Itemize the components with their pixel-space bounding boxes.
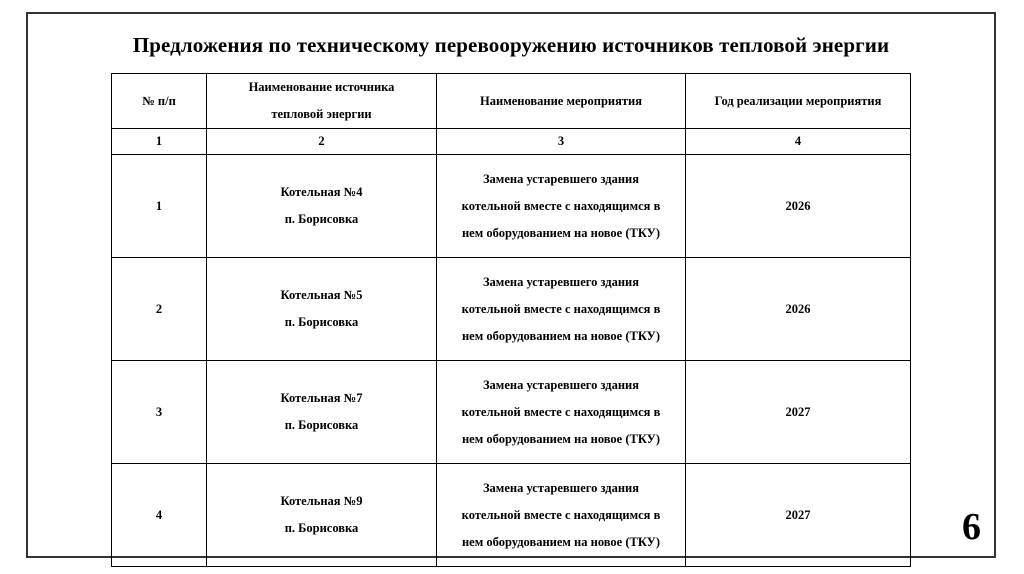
- measure-cell: [437, 155, 686, 258]
- measure-line: котельной вместе с находящимся в: [461, 507, 661, 522]
- table-row: [112, 258, 911, 361]
- source-cell: [207, 155, 437, 258]
- header-year-label: Год реализации мероприятия: [714, 93, 882, 108]
- source-location: п. Борисовка: [284, 418, 359, 432]
- table-row: [112, 464, 911, 567]
- measure-cell: [437, 361, 686, 464]
- row-number: 2: [112, 258, 207, 361]
- source-name: Котельная №9: [280, 494, 363, 508]
- year-cell: 2026: [686, 258, 911, 361]
- source-cell: [207, 464, 437, 567]
- year-cell: 2026: [686, 155, 911, 258]
- source-name: Котельная №7: [280, 391, 363, 405]
- source-location: п. Борисовка: [284, 315, 359, 329]
- table-row: [112, 155, 911, 258]
- measure-cell: [437, 258, 686, 361]
- measure-line: Замена устаревшего здания: [482, 377, 640, 392]
- measure-line: нем оборудованием на новое (ТКУ): [461, 431, 661, 446]
- page-number: 6: [962, 506, 981, 548]
- year-cell: 2027: [686, 361, 911, 464]
- header-source-line-2: тепловой энергии: [271, 107, 372, 121]
- source-location: п. Борисовка: [284, 212, 359, 226]
- measure-line: Замена устаревшего здания: [482, 480, 640, 495]
- measure-line: котельной вместе с находящимся в: [461, 404, 661, 419]
- source-cell: [207, 258, 437, 361]
- column-number: 1: [112, 129, 207, 155]
- year-cell: 2027: [686, 464, 911, 567]
- header-year: [686, 74, 911, 129]
- slide-title: Предложения по техническому перевооружению источников тепловой энергии: [132, 33, 890, 57]
- row-number: 1: [112, 155, 207, 258]
- header-source-line-1: Наименование источника: [248, 80, 395, 94]
- column-number-row: [112, 129, 911, 155]
- source-cell: [207, 361, 437, 464]
- source-name: Котельная №5: [280, 288, 363, 302]
- measure-line: котельной вместе с находящимся в: [461, 198, 661, 213]
- source-name: Котельная №4: [280, 185, 363, 199]
- measure-line: Замена устаревшего здания: [482, 171, 640, 186]
- column-number: 2: [207, 129, 437, 155]
- table-row: [112, 361, 911, 464]
- column-number: 3: [437, 129, 686, 155]
- row-number: 3: [112, 361, 207, 464]
- header-measure: [437, 74, 686, 129]
- header-number-label: № п/п: [142, 93, 176, 108]
- column-number: 4: [686, 129, 911, 155]
- header-source: [207, 74, 437, 129]
- measure-line: котельной вместе с находящимся в: [461, 301, 661, 316]
- measure-cell: [437, 464, 686, 567]
- table-header-row: [112, 74, 911, 129]
- source-location: п. Борисовка: [284, 521, 359, 535]
- measure-line: Замена устаревшего здания: [482, 274, 640, 289]
- measure-line: нем оборудованием на новое (ТКУ): [461, 225, 661, 240]
- measures-table: [111, 73, 911, 567]
- header-measure-label: Наименование мероприятия: [480, 93, 642, 108]
- measure-line: нем оборудованием на новое (ТКУ): [461, 328, 661, 343]
- measure-line: нем оборудованием на новое (ТКУ): [461, 534, 661, 549]
- row-number: 4: [112, 464, 207, 567]
- header-number: [112, 74, 207, 129]
